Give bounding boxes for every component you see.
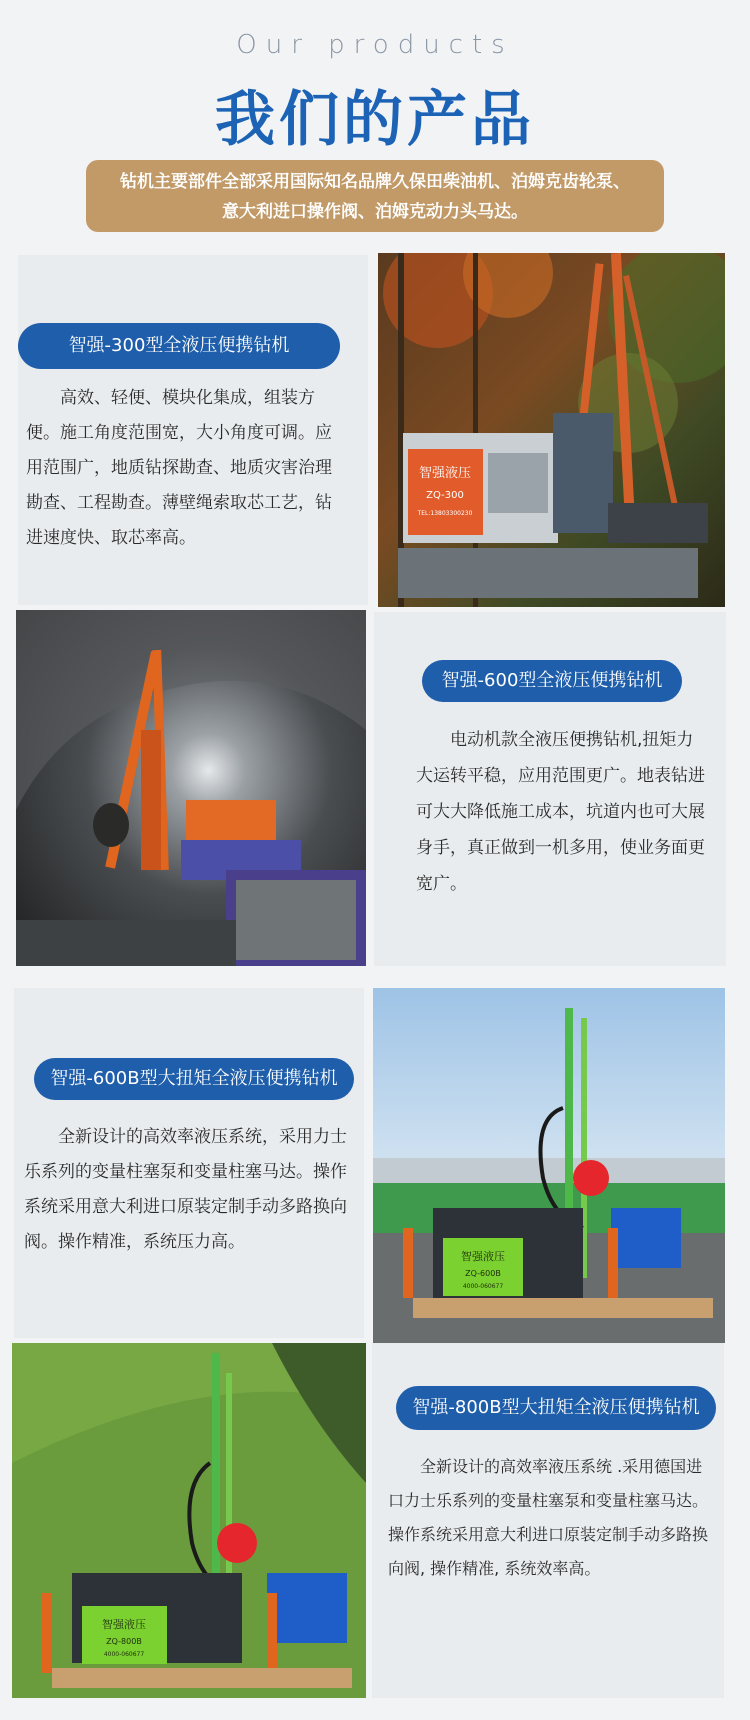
product-name-600[interactable]: 智强-600型全液压便携钻机 [422,660,682,702]
product-photo-300 [378,253,725,607]
product-desc-800b: 全新设计的高效率液压系统 .采用德国进口力士乐系列的变量柱塞泵和变量柱塞马达。操作系统采用意大利进口原装定制手动多路换向阀, 操作精准, 系统效率高。 [388,1457,709,1578]
machine-tel-300: TEL:13803300230 [417,510,473,517]
product-desc-600b: 全新设计的高效率液压系统，采用力士乐系列的变量柱塞泵和变量柱塞马达。操作系统采用意大利进口原装定制手动多路换向阀。操作精准，系统压力高。 [24,1127,347,1252]
machine-tel-800b: 4000-060677 [103,1651,145,1658]
product-photo-600 [16,610,366,966]
intro-banner [86,160,664,232]
machine-model-600b: ZQ-600B [465,1269,501,1278]
product-name-600b[interactable]: 智强-600B型大扭矩全液压便携钻机 [34,1058,354,1100]
machine-model-300: ZQ-300 [426,490,464,501]
product-desc-300: 高效、轻便、模块化集成，组装方便。施工角度范围宽，大小角度可调。应用范围广，地质钻探勘查、地质灾害治理勘查、工程勘查。薄壁绳索取芯工艺，钻进速度快、取芯率高。 [26,388,332,548]
machine-model-800b: ZQ-800B [106,1637,142,1646]
section-subtitle-en: Our products [236,30,514,60]
product-photo-800b [12,1343,366,1698]
machine-label-800b: 智强液压 [102,1618,146,1631]
product-name-800b[interactable]: 智强-800B型大扭矩全液压便携钻机 [396,1386,716,1430]
machine-label-600b: 智强液压 [461,1250,505,1263]
machine-tel-600b: 4000-060677 [462,1283,504,1290]
product-desc-600: 电动机款全液压便携钻机,扭矩力大运转平稳，应用范围更广。地表钻进可大大降低施工成本，坑道内也可大展身手，真正做到一机多用，使业务面更宽广。 [416,730,705,894]
intro-line-1: 钻机主要部件全部采用国际知名品牌久保田柴油机、泊姆克齿轮泵、 [120,172,630,192]
intro-line-2: 意大利进口操作阀、泊姆克动力头马达。 [222,202,528,222]
product-name-300[interactable]: 智强-300型全液压便携钻机 [18,323,340,369]
machine-label-300: 智强液压 [418,466,472,481]
section-title: 我们的产品 [215,85,535,155]
product-photo-600b [373,988,725,1343]
